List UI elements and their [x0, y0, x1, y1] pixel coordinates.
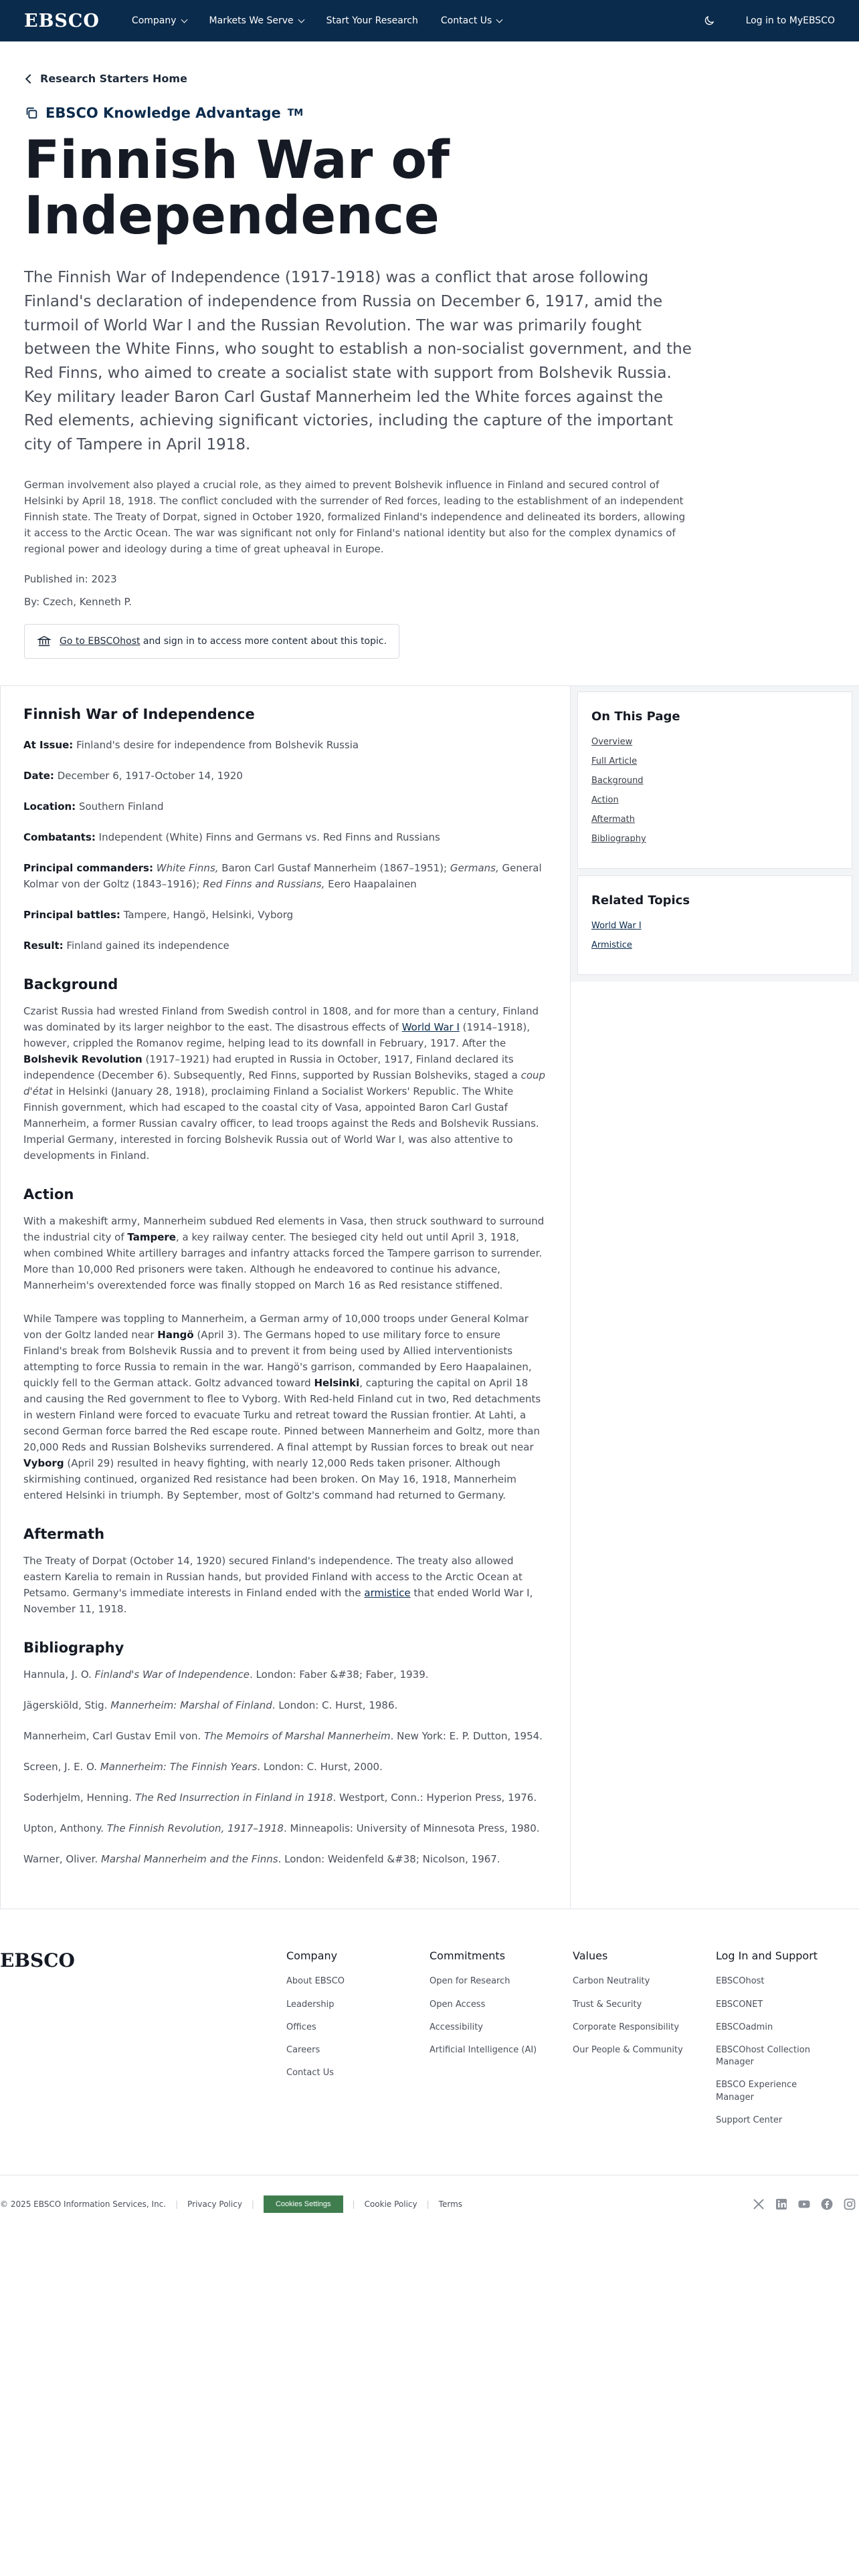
on-this-page-card — [577, 691, 852, 869]
chevron-down-icon — [496, 16, 503, 23]
bibliography-entry — [23, 1820, 547, 1836]
toc-background[interactable]: Background — [591, 776, 644, 786]
research-starters-home-link[interactable] — [24, 72, 835, 85]
divider: | — [352, 2199, 355, 2209]
footer-link[interactable]: Open Access — [430, 1999, 486, 2010]
author: By: Czech, Kenneth P. — [24, 596, 132, 609]
top-navigation — [0, 0, 859, 41]
linkedin-icon[interactable] — [775, 2197, 788, 2211]
footer-link[interactable]: Our People & Community — [573, 2045, 683, 2056]
article-heading: Finnish War of Independence — [23, 706, 255, 723]
fact-value: Tampere, Hangö, Helsinki, Vyborg — [120, 909, 294, 922]
action-paragraph-2 — [23, 1311, 547, 1503]
footer-col-commitments — [430, 1949, 573, 2137]
chevron-down-icon — [298, 16, 304, 23]
youtube-icon[interactable] — [797, 2197, 811, 2211]
text-run: Czarist Russia had wrested Finland from Swedish control in 1808, and for more than a century, Finland was dominated by its larger neighbor to the east. The disastrous effects of — [23, 1005, 539, 1034]
trademark-mark: TM — [287, 108, 304, 118]
related-topics-title: Related Topics — [591, 893, 690, 908]
bibliography-entry — [23, 1790, 547, 1806]
fact-label: At Issue: — [23, 739, 74, 752]
footer-link[interactable]: Carbon Neutrality — [573, 1976, 650, 1987]
fact-value: Eero Haapalainen — [324, 878, 417, 891]
main-menu — [132, 15, 703, 26]
nav-markets[interactable] — [209, 15, 304, 26]
knowledge-advantage-brand — [24, 105, 835, 121]
footer-link[interactable]: EBSCOhost — [716, 1976, 765, 1987]
text-run: (April 29) resulted in heavy fighting, with nearly 12,000 Reds taken prisoner. Although skirmishing continued, organized Red resistance had been broken. On May 16, 1918, Mannerheim entered Helsinki in triumph. By September, most of Goltz's command had returned to Germany. — [23, 1457, 516, 1502]
footer-col-title: Log In and Support — [716, 1949, 818, 1963]
fact-label: Principal commanders: — [23, 862, 153, 875]
armistice-link[interactable]: armistice — [364, 1587, 411, 1600]
world-war-i-link[interactable]: World War I — [401, 1021, 460, 1034]
footer-link[interactable]: Artificial Intelligence (AI) — [430, 2045, 537, 2056]
footer-ebsco-logo[interactable]: EBSCO — [0, 1949, 75, 1972]
divider: | — [426, 2199, 430, 2209]
fact-value: Baron Carl Gustaf Mannerheim (1867–1951); — [218, 862, 450, 875]
divider: | — [175, 2199, 179, 2209]
text-run: (1917–1921) had erupted in Russia in October, 1917, Finland declared its independence (December 6). Subsequently, Red Finns, supported by Russian Bolsheviks, staged a — [23, 1053, 521, 1082]
bibliography-entry — [23, 1851, 547, 1867]
bib-author: Mannerheim, Carl Gustav Emil von. — [23, 1730, 205, 1743]
terms-link[interactable]: Terms — [438, 2199, 463, 2209]
fact-value: December 6, 1917-October 14, 1920 — [54, 770, 243, 782]
nav-contact[interactable] — [441, 15, 502, 26]
published-date: Published in: 2023 — [24, 573, 117, 586]
article-main — [0, 686, 571, 1909]
bibliography-entry — [23, 1667, 547, 1683]
toc-overview[interactable]: Overview — [591, 737, 633, 748]
fact-combatants — [23, 829, 547, 845]
on-this-page-title: On This Page — [591, 710, 680, 724]
section-action-heading: Action — [23, 1186, 74, 1203]
ebsco-logo[interactable]: EBSCO — [24, 10, 100, 31]
bib-author: Screen, J. E. O. — [23, 1761, 100, 1774]
text-run: While Tampere was toppling to Mannerheim, a German army of 10,000 troops under General Kolmar von der Goltz landed near — [23, 1313, 529, 1341]
bib-title: Marshal Mannerheim and the Finns — [100, 1853, 278, 1866]
section-aftermath-heading: Aftermath — [23, 1526, 105, 1543]
fact-value: General Kolmar von der Goltz (1843–1916); — [23, 862, 542, 891]
toc-bibliography[interactable]: Bibliography — [591, 834, 646, 845]
footer-col-title: Values — [573, 1949, 608, 1963]
bibliography-entry — [23, 1759, 547, 1775]
bib-publisher: . Minneapolis: University of Minnesota Press, 1980. — [283, 1822, 540, 1835]
nav-company-label: Company — [131, 15, 177, 26]
fact-label: Date: — [23, 770, 54, 782]
fact-value: Finland gained its independence — [63, 940, 229, 952]
text-run: With a makeshift army, Mannerheim subdued Red elements in Vasa, then struck southward to surround the industrial city of — [23, 1215, 545, 1244]
italic-term: coup d'état — [23, 1069, 546, 1098]
fact-label: Principal battles: — [23, 909, 120, 922]
bold-term: Tampere — [127, 1231, 176, 1244]
related-world-war-i[interactable]: World War I — [591, 921, 642, 932]
dark-mode-moon-icon[interactable] — [703, 15, 715, 27]
footer-link[interactable]: Contact Us — [286, 2068, 334, 2078]
bold-term: Helsinki — [314, 1377, 360, 1390]
article-summary: The Finnish War of Independence (1917-1918) was a conflict that arose following Finland's declaration of independence from Russia on December 6, 1917, amid the turmoil of World War I and the Russian Revolution. The war was primarily fought between the White Finns, who sought to establish a non-socialist government, and the Red Finns, who aimed to create a socialist state with support from Bolshevik Russia. Key military leader Baron Carl Gustaf Mannerheim led the White forces against the Red elements, achieving significant victories, including the capture of the important city of Tampere in April 1918. — [24, 269, 692, 453]
fact-result — [23, 938, 547, 954]
toc-full-article[interactable]: Full Article — [591, 756, 638, 767]
footer-link[interactable]: Offices — [286, 2022, 316, 2032]
text-run: that ended World War I, November 11, 1918. — [23, 1587, 533, 1616]
related-topics-card — [577, 875, 852, 975]
footer-link[interactable]: Careers — [286, 2045, 320, 2056]
footer-link[interactable]: EBSCOadmin — [716, 2022, 773, 2032]
article-hero — [0, 41, 859, 686]
fact-at-issue — [23, 737, 547, 753]
chevron-left-icon — [25, 74, 35, 83]
footer-link[interactable]: Accessibility — [430, 2022, 483, 2032]
fact-value: Southern Finland — [76, 800, 164, 813]
nav-start-research[interactable] — [326, 15, 418, 26]
nav-start-research-label: Start Your Research — [326, 15, 418, 26]
text-run: (April 3). The Germans hoped to use military force to ensure Finland's break from Bolshevik Russia and to prevent it from being used by Allied interventionists attempting to force Russia to remain in the war. Hangö's garrison, commanded by Eero Haapalainen, quickly fell to the German attack. Goltz advanced toward — [23, 1329, 532, 1390]
copy-icon — [24, 106, 39, 120]
footer-link[interactable]: Leadership — [286, 1999, 335, 2010]
bib-title: Finland's War of Independence — [94, 1669, 250, 1681]
bib-author: Soderhjelm, Henning. — [23, 1792, 135, 1804]
footer-link[interactable]: Open for Research — [430, 1976, 510, 1987]
section-bibliography-heading: Bibliography — [23, 1640, 124, 1656]
copyright: © 2025 EBSCO Information Services, Inc. — [0, 2199, 167, 2209]
toc-action[interactable]: Action — [591, 795, 619, 806]
bib-title: Mannerheim: The Finnish Years — [100, 1761, 258, 1774]
bib-title: Mannerheim: Marshal of Finland — [110, 1699, 272, 1712]
access-text-rest: and sign in to access more content about this topic. — [140, 636, 387, 647]
bold-term: Hangö — [157, 1329, 194, 1341]
ebscohost-access-notice — [24, 624, 399, 659]
access-text — [60, 636, 387, 647]
footer-col-title: Commitments — [430, 1949, 506, 1963]
text-run: (1914–1918), however, crippled the Romanov regime, helping lead to its downfall in February, 1917. After the — [23, 1021, 530, 1050]
institution-icon — [37, 634, 52, 649]
bib-title: The Red Insurrection in Finland in 1918 — [134, 1792, 333, 1804]
brand-name: EBSCO Knowledge Advantage — [45, 105, 281, 121]
footer-link[interactable]: Trust & Security — [573, 1999, 642, 2010]
nav-markets-label: Markets We Serve — [209, 15, 294, 26]
footer-col-title: Company — [286, 1949, 338, 1963]
bib-publisher: . Westport, Conn.: Hyperion Press, 1976. — [332, 1792, 537, 1804]
side-name: Germans, — [450, 862, 499, 875]
fact-commanders — [23, 860, 547, 892]
side-name: White Finns, — [156, 862, 219, 875]
toc-aftermath[interactable]: Aftermath — [591, 815, 635, 825]
footer-col-company — [286, 1949, 430, 2137]
text-run: in Helsinki (January 28, 1918), proclaiming Finland a Socialist Workers' Republic. The White Finnish government, which had escaped to the coastal city of Vasa, appointed Baron Carl Gustaf Mannerheim, a former Russian cavalry officer, to lead troops against the Reds and Bolshevik Russians. Imperial Germany, interested in forcing Bolshevik Russia out of World War I, was also attentive to developments in Finland. — [23, 1085, 539, 1162]
side-name: Red Finns and Russians, — [203, 878, 325, 891]
footer-link[interactable]: Support Center — [716, 2115, 783, 2125]
fact-value: Independent (White) Finns and Germans vs. Red Finns and Russians — [95, 831, 440, 844]
chevron-down-icon — [181, 16, 187, 23]
article-body-layout — [0, 686, 859, 1909]
login-link[interactable]: Log in to MyEBSCO — [745, 15, 835, 26]
nav-company[interactable] — [132, 15, 187, 26]
footer-link[interactable]: EBSCOhost Collection Manager — [716, 2045, 810, 2068]
bib-publisher: . London: Faber &#38; Faber, 1939. — [250, 1669, 429, 1681]
fact-label: Location: — [23, 800, 76, 813]
fact-label: Combatants: — [23, 831, 96, 844]
article-summary-continued: German involvement also played a crucial role, as they aimed to prevent Bolshevik influence in Finland and secured control of Helsinki by April 18, 1918. The conflict concluded with the surrender of Red forces, leading to the establishment of an independent Finnish state. The Treaty of Dorpat, signed in October 1920, formalized Finland's independence and delineated its borders, allowing it access to the Arctic Ocean. The war was significant not only for Finland's national identity but also for the complex dynamics of regional power and ideology during a time of great upheaval in Europe. — [24, 479, 686, 556]
bib-author: Warner, Oliver. — [23, 1853, 101, 1866]
divider: | — [251, 2199, 254, 2209]
bib-publisher: . London: C. Hurst, 1986. — [272, 1699, 398, 1712]
bibliography-entry — [23, 1728, 547, 1744]
related-armistice[interactable]: Armistice — [591, 940, 632, 951]
bib-author: Jägerskiöld, Stig. — [23, 1699, 111, 1712]
footer-col-login-support — [716, 1949, 859, 2137]
page-title: Finnish War of Independence — [24, 130, 450, 246]
ebscohost-link[interactable]: Go to EBSCOhost — [60, 636, 140, 647]
x-twitter-icon[interactable] — [752, 2197, 765, 2211]
nav-contact-label: Contact Us — [440, 15, 492, 26]
footer-link[interactable]: EBSCO Experience Manager — [716, 2080, 797, 2103]
social-links — [752, 2197, 859, 2211]
fact-value: Finland's desire for independence from Bolshevik Russia — [73, 739, 359, 752]
bold-term: Bolshevik Revolution — [23, 1053, 142, 1066]
article-sidebar — [571, 686, 859, 982]
footer-link[interactable]: Corporate Responsibility — [573, 2022, 680, 2032]
facebook-icon[interactable] — [820, 2197, 834, 2211]
fact-date — [23, 768, 547, 784]
bib-author: Upton, Anthony. — [23, 1822, 107, 1835]
fact-location — [23, 798, 547, 815]
fact-label: Result: — [23, 940, 64, 952]
text-run: The Treaty of Dorpat (October 14, 1920) secured Finland's independence. The treaty also allowed eastern Karelia to remain in Russian hands, but provided Finland with access to the Arctic Ocean at Petsamo. Germany's immediate interests in Finland ended with the — [23, 1555, 522, 1600]
text-run: , a key railway center. The besieged city held out until April 3, 1918, when combined White artillery barrages and infantry attacks forced the Tampere garrison to surrender. More than 10,000 Red prisoners were taken. Although he endeavored to continue his advance, Mannerheim's overextended force was finally stopped on March 16 as Red resistance stiffened. — [23, 1231, 543, 1292]
aftermath-paragraph — [23, 1553, 547, 1617]
footer-link[interactable]: About EBSCO — [286, 1976, 345, 1987]
back-link-label: Research Starters Home — [40, 72, 187, 85]
bib-publisher: . London: C. Hurst, 2000. — [257, 1761, 383, 1774]
footer-link[interactable]: EBSCONET — [716, 1999, 763, 2010]
site-footer — [0, 1909, 859, 2233]
privacy-policy-link[interactable]: Privacy Policy — [187, 2199, 242, 2209]
bib-title: The Memoirs of Marshal Mannerheim — [204, 1730, 391, 1743]
text-run: , capturing the capital on April 18 and causing the Red government to flee to Vyborg. With Red-held Finland cut in two, Red detachments in western Finland were forced to evacuate Turku and retreat toward the Russian frontier. At Lahti, a second German force barred the Red escape route. Pinned between Mannerheim and Goltz, more than 20,000 Reds and Russian Bolsheviks surrendered. A final attempt by Russian forces to break out near — [23, 1377, 541, 1454]
fact-battles — [23, 907, 547, 923]
bib-author: Hannula, J. O. — [23, 1669, 95, 1681]
bibliography-entry — [23, 1697, 547, 1713]
cookie-policy-link[interactable]: Cookie Policy — [364, 2199, 417, 2209]
footer-columns — [0, 1949, 859, 2175]
bold-term: Vyborg — [23, 1457, 64, 1470]
background-paragraph — [23, 1003, 547, 1164]
action-paragraph-1 — [23, 1213, 547, 1293]
bib-title: The Finnish Revolution, 1917–1918 — [106, 1822, 284, 1835]
cookie-settings-button[interactable]: Cookies Settings — [264, 2195, 343, 2213]
instagram-icon[interactable] — [843, 2197, 856, 2211]
section-background-heading: Background — [23, 976, 118, 993]
footer-col-values — [573, 1949, 716, 2137]
bib-publisher: . London: Weidenfeld &#38; Nicolson, 1967. — [278, 1853, 500, 1866]
bib-publisher: . New York: E. P. Dutton, 1954. — [390, 1730, 543, 1743]
footer-legal-bar — [0, 2175, 859, 2233]
